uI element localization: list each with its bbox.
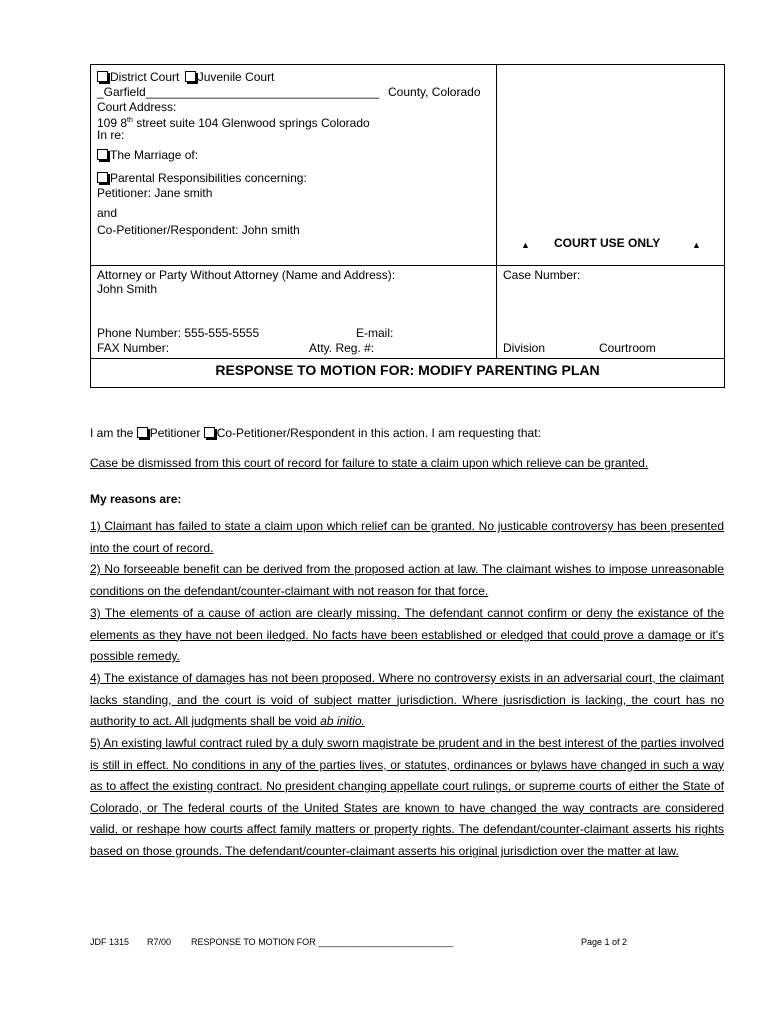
- caption-divider-lower: [90, 358, 725, 359]
- footer-revision: R7/00: [147, 937, 172, 947]
- petitioner-name: Petitioner: Jane smith: [97, 186, 213, 200]
- attorney-name: John Smith: [97, 282, 158, 296]
- footer-page: Page 1 of 2: [581, 937, 628, 947]
- district-court-label: District Court: [110, 70, 180, 84]
- atty-reg-label: Atty. Reg. #:: [309, 341, 375, 355]
- footer-label: RESPONSE TO MOTION FOR ___________________________: [191, 937, 454, 947]
- division-label: Division: [503, 341, 546, 355]
- form-title: RESPONSE TO MOTION FOR: MODIFY PARENTING PLAN: [215, 362, 600, 378]
- courtroom-label: Courtroom: [599, 341, 656, 355]
- court-address-value: 109 8th street suite 104 Glenwood springs Colorado: [97, 116, 370, 130]
- court-type-line: [97, 70, 274, 84]
- juvenile-court-label: Juvenile Court: [197, 70, 275, 84]
- in-re-label: In re:: [97, 128, 125, 142]
- reason-1: 1) Claimant has failed to state a claim upon which relief can be granted. No justicable controversy has been presented into the court of record.: [90, 519, 724, 555]
- footer-form-id: JDF 1315: [90, 937, 130, 947]
- request-text: Case be dismissed from this court of record for failure to state a claim upon which relieve can be granted.: [90, 456, 649, 470]
- party-selection-line: I am the Petitioner Co-Petitioner/Respondent in this action. I am requesting that:: [90, 426, 541, 440]
- court-address-label: Court Address:: [97, 100, 177, 114]
- reason-4: 4) The existance of damages has not been proposed. Where no controversy exists in an adversarial court, the claimant lacks standing, and the court is void of subject matter jurisdiction. Where jusrisdiction is lacking, the court has no authority to act. All judgments shall be void ab initio.: [90, 671, 724, 729]
- email-label: E-mail:: [356, 326, 394, 340]
- arrow-right-icon: ▲: [692, 240, 701, 250]
- reason-5: 5) An existing lawful contract ruled by a duly sworn magistrate be prudent and in the best interest of the parties involved is still in effect. No conditions in any of the parties lives, or statutes, ordinances or bylaws have changed in such a way as to affect the existing contract. No president changing appellate court rulings, or supreme courts of either the State of Colorado, or The federal courts of the United States are known to have changed the way contracts are considered valid, or reshape how courts affect family matters or property rights. The defendant/counter-claimant asserts his rights based on those grounds. The defendant/counter-claimant asserts his original jurisdiction over the matter at law.: [90, 736, 724, 858]
- caption-divider-upper: [90, 265, 725, 266]
- reason-3: 3) The elements of a cause of action are clearly missing. The defendant cannot confirm or deny the existance of the elements as they have not been iledged. No facts have been established or eledged that could prove a damage or it's possible remedy.: [90, 606, 724, 664]
- co-petitioner-name: Co-Petitioner/Respondent: John smith: [97, 223, 300, 237]
- district-court-checkbox[interactable]: [97, 71, 108, 82]
- court-use-only-label: COURT USE ONLY: [554, 236, 661, 250]
- petitioner-checkbox[interactable]: [137, 427, 148, 438]
- parental-line: Parental Responsibilities concerning:: [97, 171, 307, 185]
- caption-divider-vertical: [496, 64, 497, 359]
- attorney-label: Attorney or Party Without Attorney (Name and Address):: [97, 268, 396, 282]
- fax-number: FAX Number:: [97, 341, 170, 355]
- case-number-label: Case Number:: [503, 268, 581, 282]
- reason-2: 2) No forseeable benefit can be derived from the proposed action at law. The claimant wishes to impose unreasonable conditions on the defendant/counter-claimant with not reason for that force.: [90, 562, 724, 598]
- county-line: _Garfield___________________________________: [97, 85, 380, 99]
- parental-checkbox[interactable]: [97, 172, 108, 183]
- phone-number: Phone Number: 555-555-5555: [97, 326, 260, 340]
- marriage-checkbox[interactable]: [97, 149, 108, 160]
- reasons-heading: My reasons are:: [90, 492, 182, 506]
- co-petitioner-checkbox[interactable]: [204, 427, 215, 438]
- arrow-left-icon: ▲: [521, 240, 530, 250]
- juvenile-court-checkbox[interactable]: [185, 71, 196, 82]
- marriage-line: The Marriage of:: [97, 148, 198, 162]
- and-text: and: [97, 206, 118, 220]
- county-suffix: County, Colorado: [388, 85, 481, 99]
